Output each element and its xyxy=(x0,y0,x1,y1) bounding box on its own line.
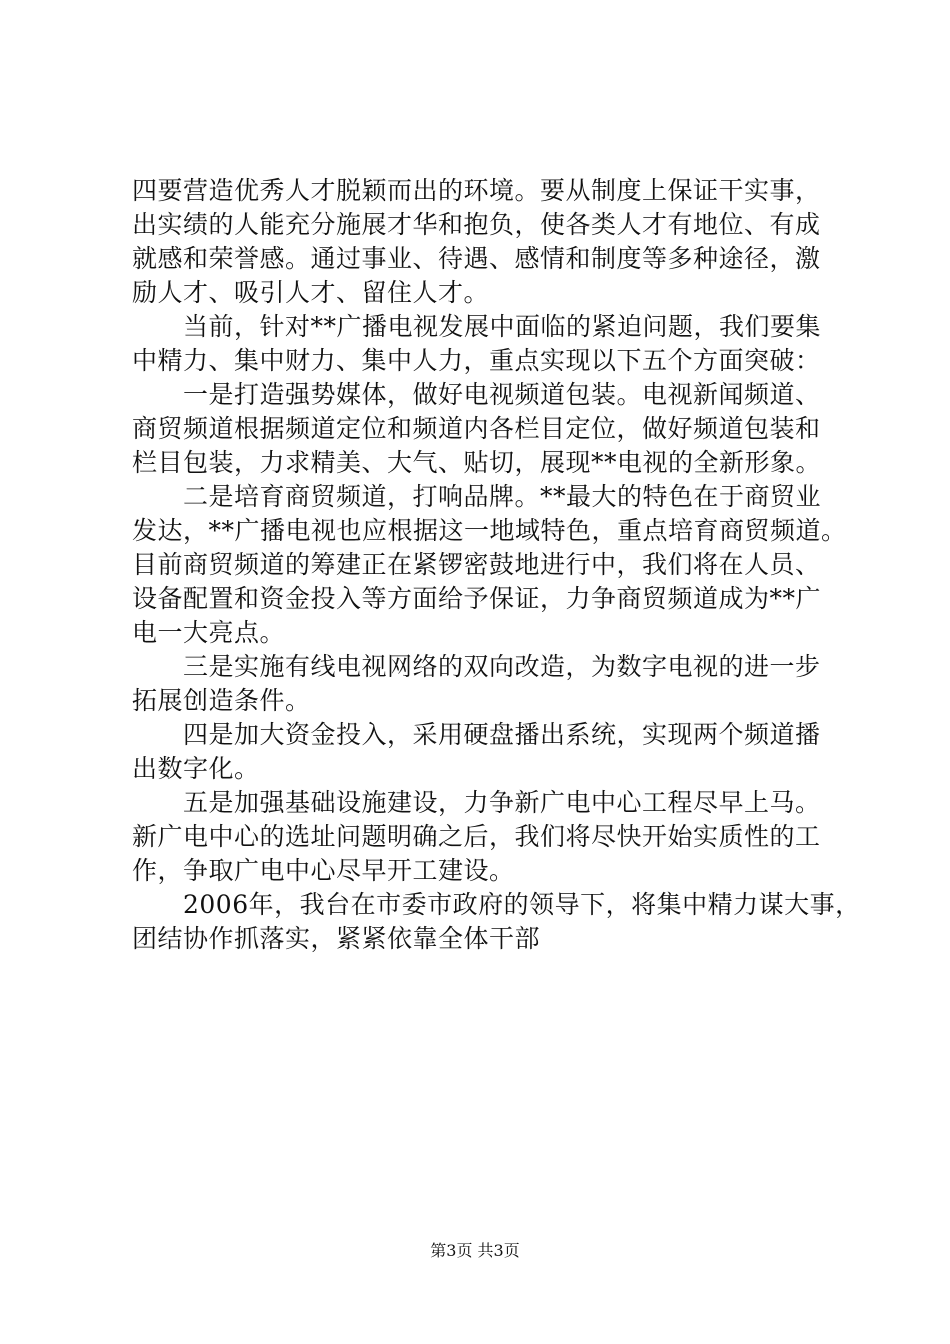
text-line: 四要营造优秀人才脱颖而出的环境。要从制度上保证干实事， xyxy=(132,176,821,205)
text-line: 拓展创造条件。 xyxy=(132,686,311,715)
text-line: 目前商贸频道的筹建正在紧锣密鼓地进行中，我们将在人员、 xyxy=(132,550,821,579)
text-line: 当前，针对**广播电视发展中面临的紧迫问题，我们要集 xyxy=(132,312,822,341)
text-line: 出数字化。 xyxy=(132,754,260,783)
text-line: 二是培育商贸频道，打响品牌。**最大的特色在于商贸业 xyxy=(132,482,822,511)
text-line: 2006年，我台在市委市政府的领导下，将集中精力谋大事， xyxy=(132,890,861,919)
text-line: 设备配置和资金投入等方面给予保证，力争商贸频道成为**广 xyxy=(132,584,822,613)
page-number-label: 第3页 共3页 xyxy=(430,1241,520,1260)
text-line: 励人才、吸引人才、留住人才。 xyxy=(132,278,490,307)
page-footer xyxy=(0,1241,950,1261)
text-line: 团结协作抓落实，紧紧依靠全体干部 xyxy=(132,924,541,953)
text-line: 四是加大资金投入，采用硬盘播出系统，实现两个频道播 xyxy=(132,720,821,749)
document-body xyxy=(132,174,861,956)
text-line: 栏目包装，力求精美、大气、贴切，展现**电视的全新形象。 xyxy=(132,448,822,477)
text-line: 作，争取广电中心尽早开工建设。 xyxy=(132,856,515,885)
text-line: 一是打造强势媒体，做好电视频道包装。电视新闻频道、 xyxy=(132,380,821,409)
text-line: 就感和荣誉感。通过事业、待遇、感情和制度等多种途径，激 xyxy=(132,244,821,273)
text-line: 中精力、集中财力、集中人力，重点实现以下五个方面突破： xyxy=(132,346,821,375)
text-line: 三是实施有线电视网络的双向改造，为数字电视的进一步 xyxy=(132,652,821,681)
text-line: 电一大亮点。 xyxy=(132,618,286,647)
text-line: 新广电中心的选址问题明确之后，我们将尽快开始实质性的工 xyxy=(132,822,821,851)
text-line: 出实绩的人能充分施展才华和抱负，使各类人才有地位、有成 xyxy=(132,210,821,239)
text-line: 商贸频道根据频道定位和频道内各栏目定位，做好频道包装和 xyxy=(132,414,821,443)
text-line: 发达，**广播电视也应根据这一地域特色，重点培育商贸频道。 xyxy=(132,516,847,545)
text-line: 五是加强基础设施建设，力争新广电中心工程尽早上马。 xyxy=(132,788,821,817)
